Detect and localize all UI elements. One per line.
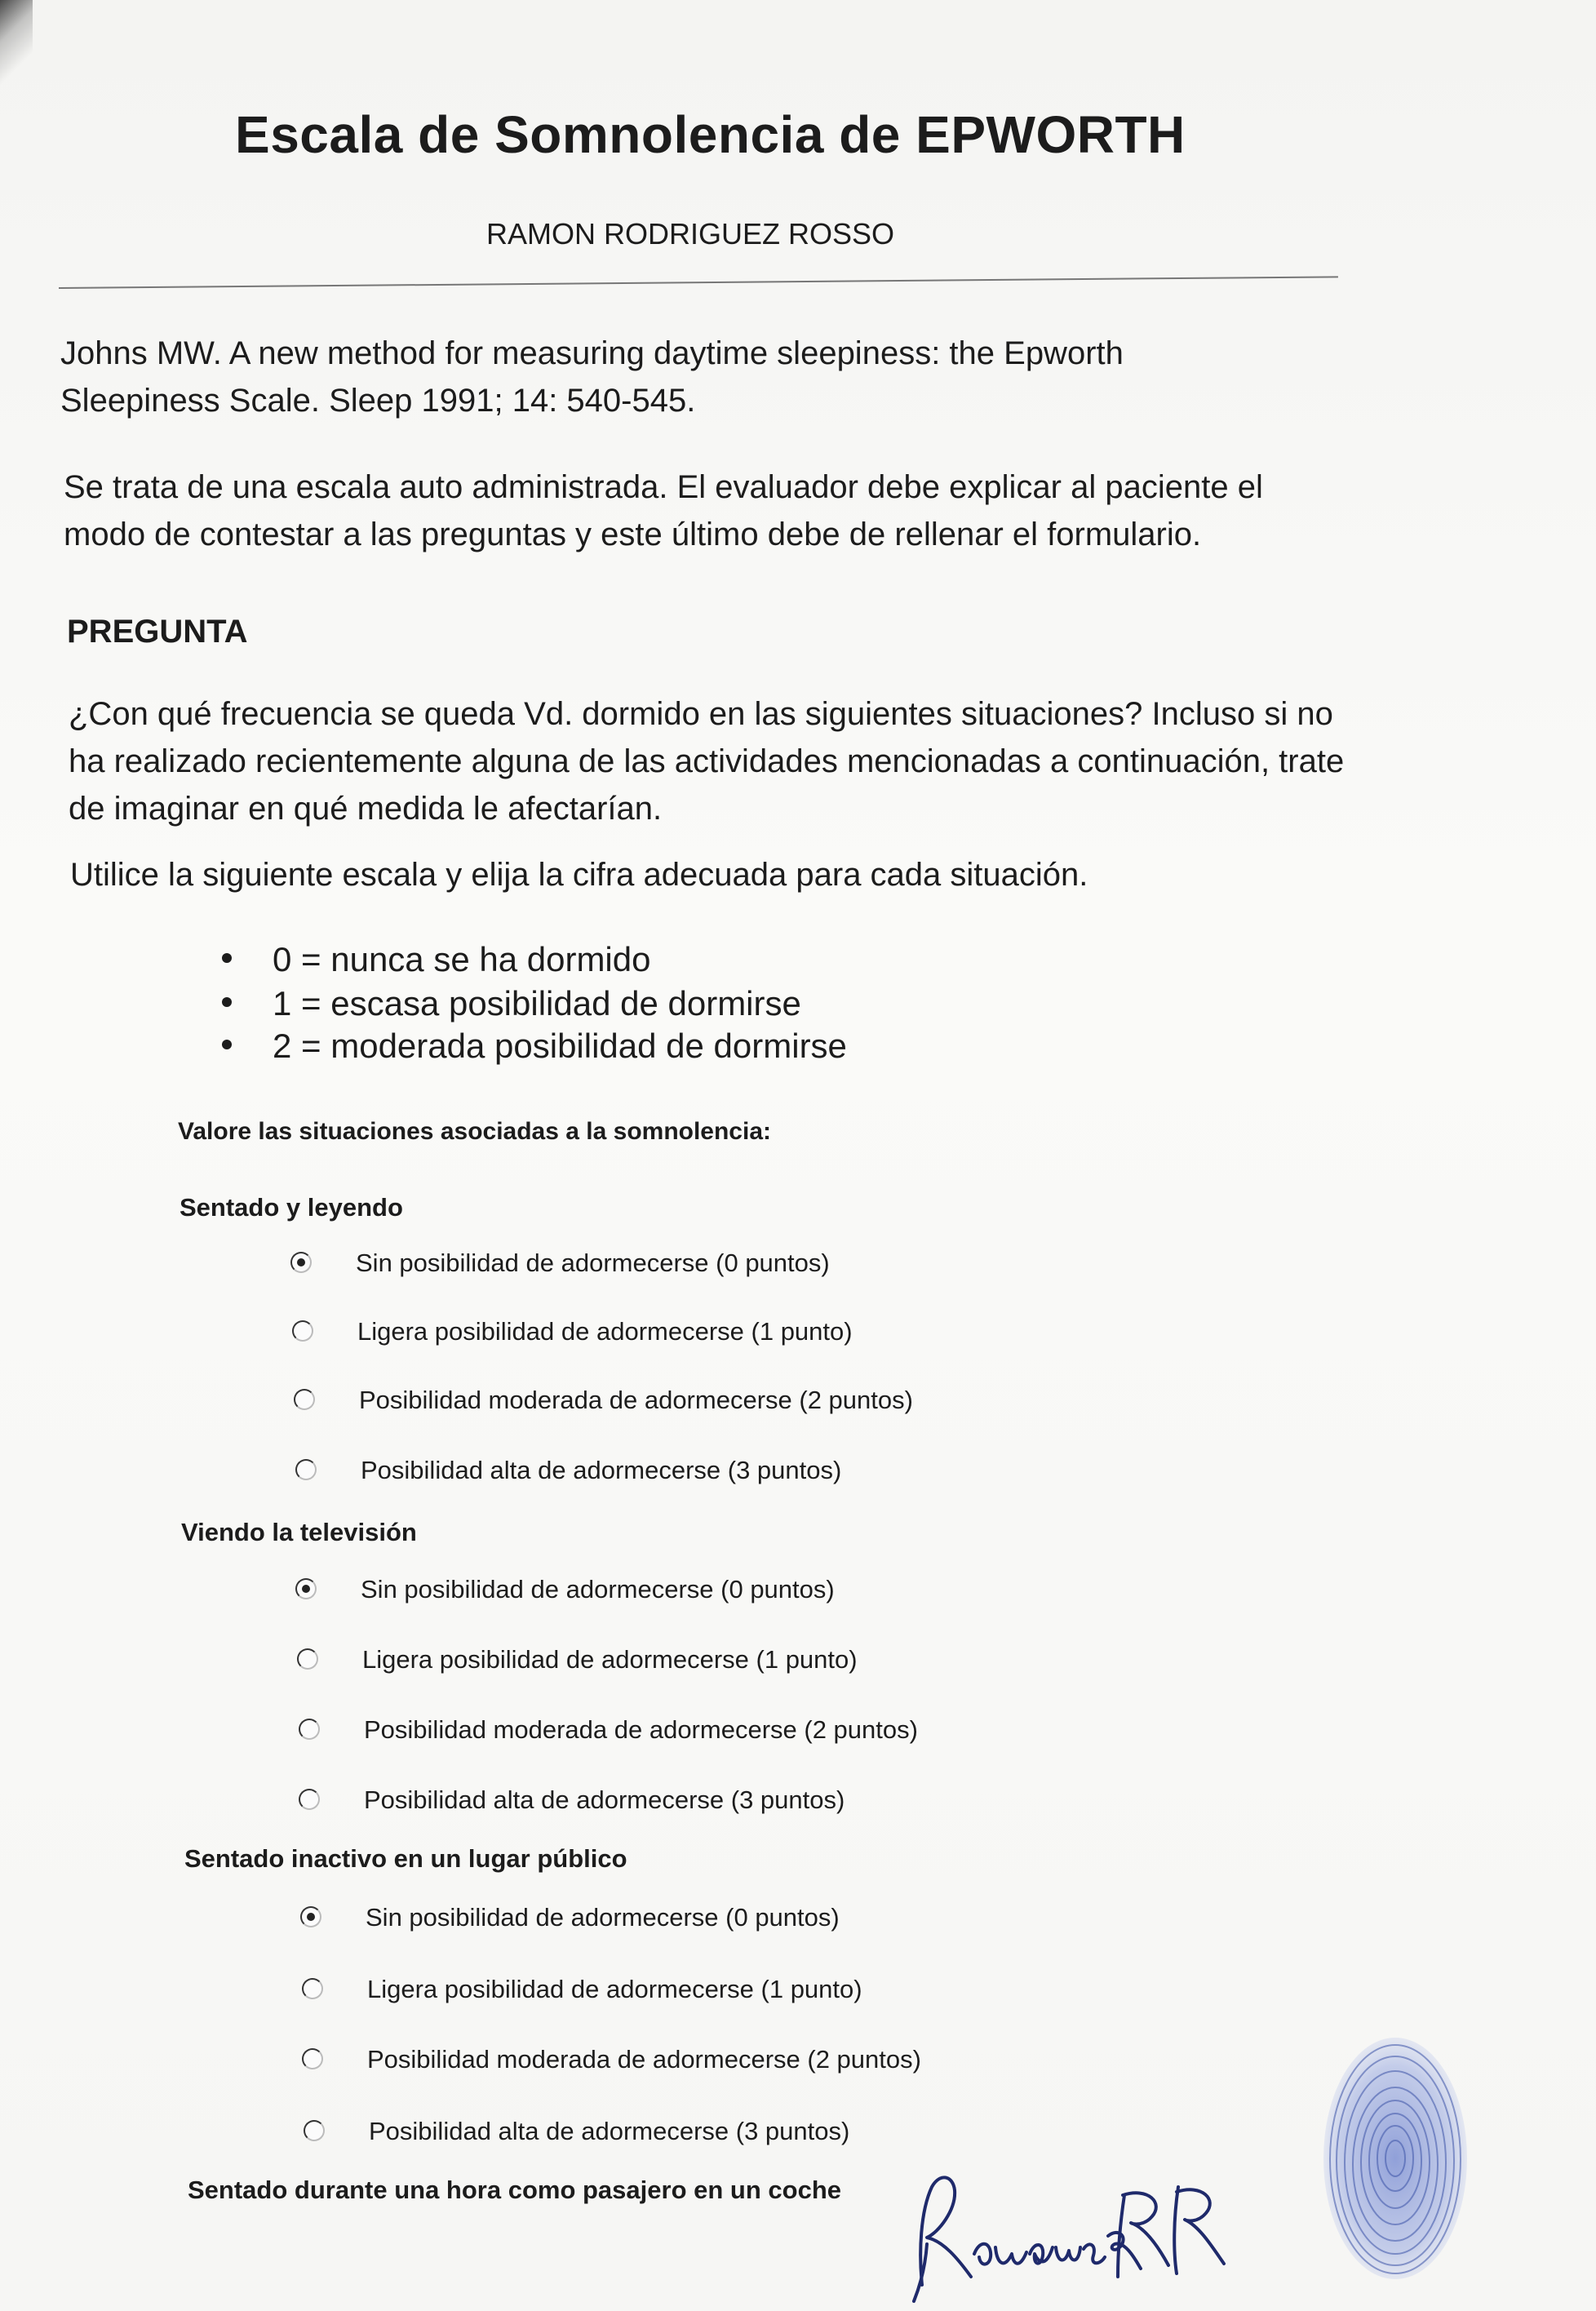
radio-empty-icon[interactable] <box>292 1320 313 1342</box>
rating-instruction: Valore las situaciones asociadas a la somnolencia: <box>178 1118 772 1145</box>
question-paragraph: ¿Con qué frecuencia se queda Vd. dormido en las siguientes situaciones? Incluso si no ha realizado recientemente alguna de las actividades mencionadas a continuación, trate de imaginar en qué medida le afectarían. <box>69 696 1345 827</box>
instruction-text: Utilice la siguiente escala y elija la cifra adecuada para cada situación. <box>70 857 1088 893</box>
radio-option-label: Ligera posibilidad de adormecerse (1 punto) <box>367 1975 862 2003</box>
radio-selected-icon[interactable] <box>295 1578 317 1599</box>
fingerprint-image <box>1314 2024 1477 2293</box>
radio-empty-icon[interactable] <box>299 1719 320 1740</box>
radio-option-label: Ligera posibilidad de adormecerse (1 punto) <box>357 1317 853 1346</box>
scale-item-text: 1 = escasa posibilidad de dormirse <box>273 984 801 1022</box>
situation-label: Sentado durante una hora como pasajero en un coche <box>188 2176 841 2204</box>
scale-item <box>273 1027 847 1066</box>
question-heading: PREGUNTA <box>67 614 248 650</box>
radio-empty-icon[interactable] <box>302 1978 323 1999</box>
author-name: RAMON RODRIGUEZ ROSSO <box>486 217 895 251</box>
radio-empty-icon[interactable] <box>302 2048 323 2069</box>
scale-item-text: 0 = nunca se ha dormido <box>273 940 651 978</box>
radio-empty-icon[interactable] <box>295 1459 317 1480</box>
scan-corner-shadow <box>0 0 33 90</box>
radio-selected-icon[interactable] <box>290 1252 312 1273</box>
radio-empty-icon[interactable] <box>297 1648 318 1670</box>
radio-option-label: Posibilidad alta de adormecerse (3 puntos) <box>361 1456 842 1484</box>
radio-option-label: Posibilidad alta de adormecerse (3 puntos) <box>364 1785 845 1814</box>
radio-option-label: Sin posibilidad de adormecerse (0 puntos) <box>361 1575 835 1604</box>
bullet-icon <box>222 997 232 1007</box>
citation-paragraph: Johns MW. A new method for measuring daytime sleepiness: the Epworth Sleepiness Scale. Sleep 1991; 14: 540-545. <box>60 335 1124 419</box>
handwritten-signature <box>904 2162 1247 2309</box>
radio-option-label: Posibilidad alta de adormecerse (3 puntos) <box>369 2117 850 2145</box>
radio-option-label: Posibilidad moderada de adormecerse (2 puntos) <box>367 2045 921 2074</box>
scale-item <box>273 984 801 1023</box>
intro-paragraph: Se trata de una escala auto administrada. El evaluador debe explicar al paciente el modo de contestar a las preguntas y este último debe de rellenar el formulario. <box>64 469 1263 552</box>
situation-label: Sentado y leyendo <box>180 1193 403 1222</box>
bullet-icon <box>222 953 232 963</box>
radio-option-label: Posibilidad moderada de adormecerse (2 puntos) <box>359 1386 913 1414</box>
radio-empty-icon[interactable] <box>294 1389 315 1410</box>
scale-item-text: 2 = moderada posibilidad de dormirse <box>273 1027 847 1065</box>
radio-empty-icon[interactable] <box>299 1789 320 1810</box>
radio-option-label: Sin posibilidad de adormecerse (0 puntos) <box>366 1903 840 1932</box>
situation-label: Viendo la televisión <box>181 1518 417 1546</box>
header-divider <box>59 276 1338 289</box>
situation-label: Sentado inactivo en un lugar público <box>184 1844 627 1873</box>
radio-option-label: Posibilidad moderada de adormecerse (2 puntos) <box>364 1715 918 1744</box>
radio-empty-icon[interactable] <box>304 2120 325 2141</box>
radio-option-label: Sin posibilidad de adormecerse (0 puntos) <box>356 1249 830 1277</box>
document-title: Escala de Somnolencia de EPWORTH <box>235 105 1186 164</box>
bullet-icon <box>222 1040 232 1049</box>
radio-selected-icon[interactable] <box>300 1906 321 1927</box>
radio-option-label: Ligera posibilidad de adormecerse (1 punto) <box>362 1645 858 1674</box>
scale-item <box>273 940 650 979</box>
